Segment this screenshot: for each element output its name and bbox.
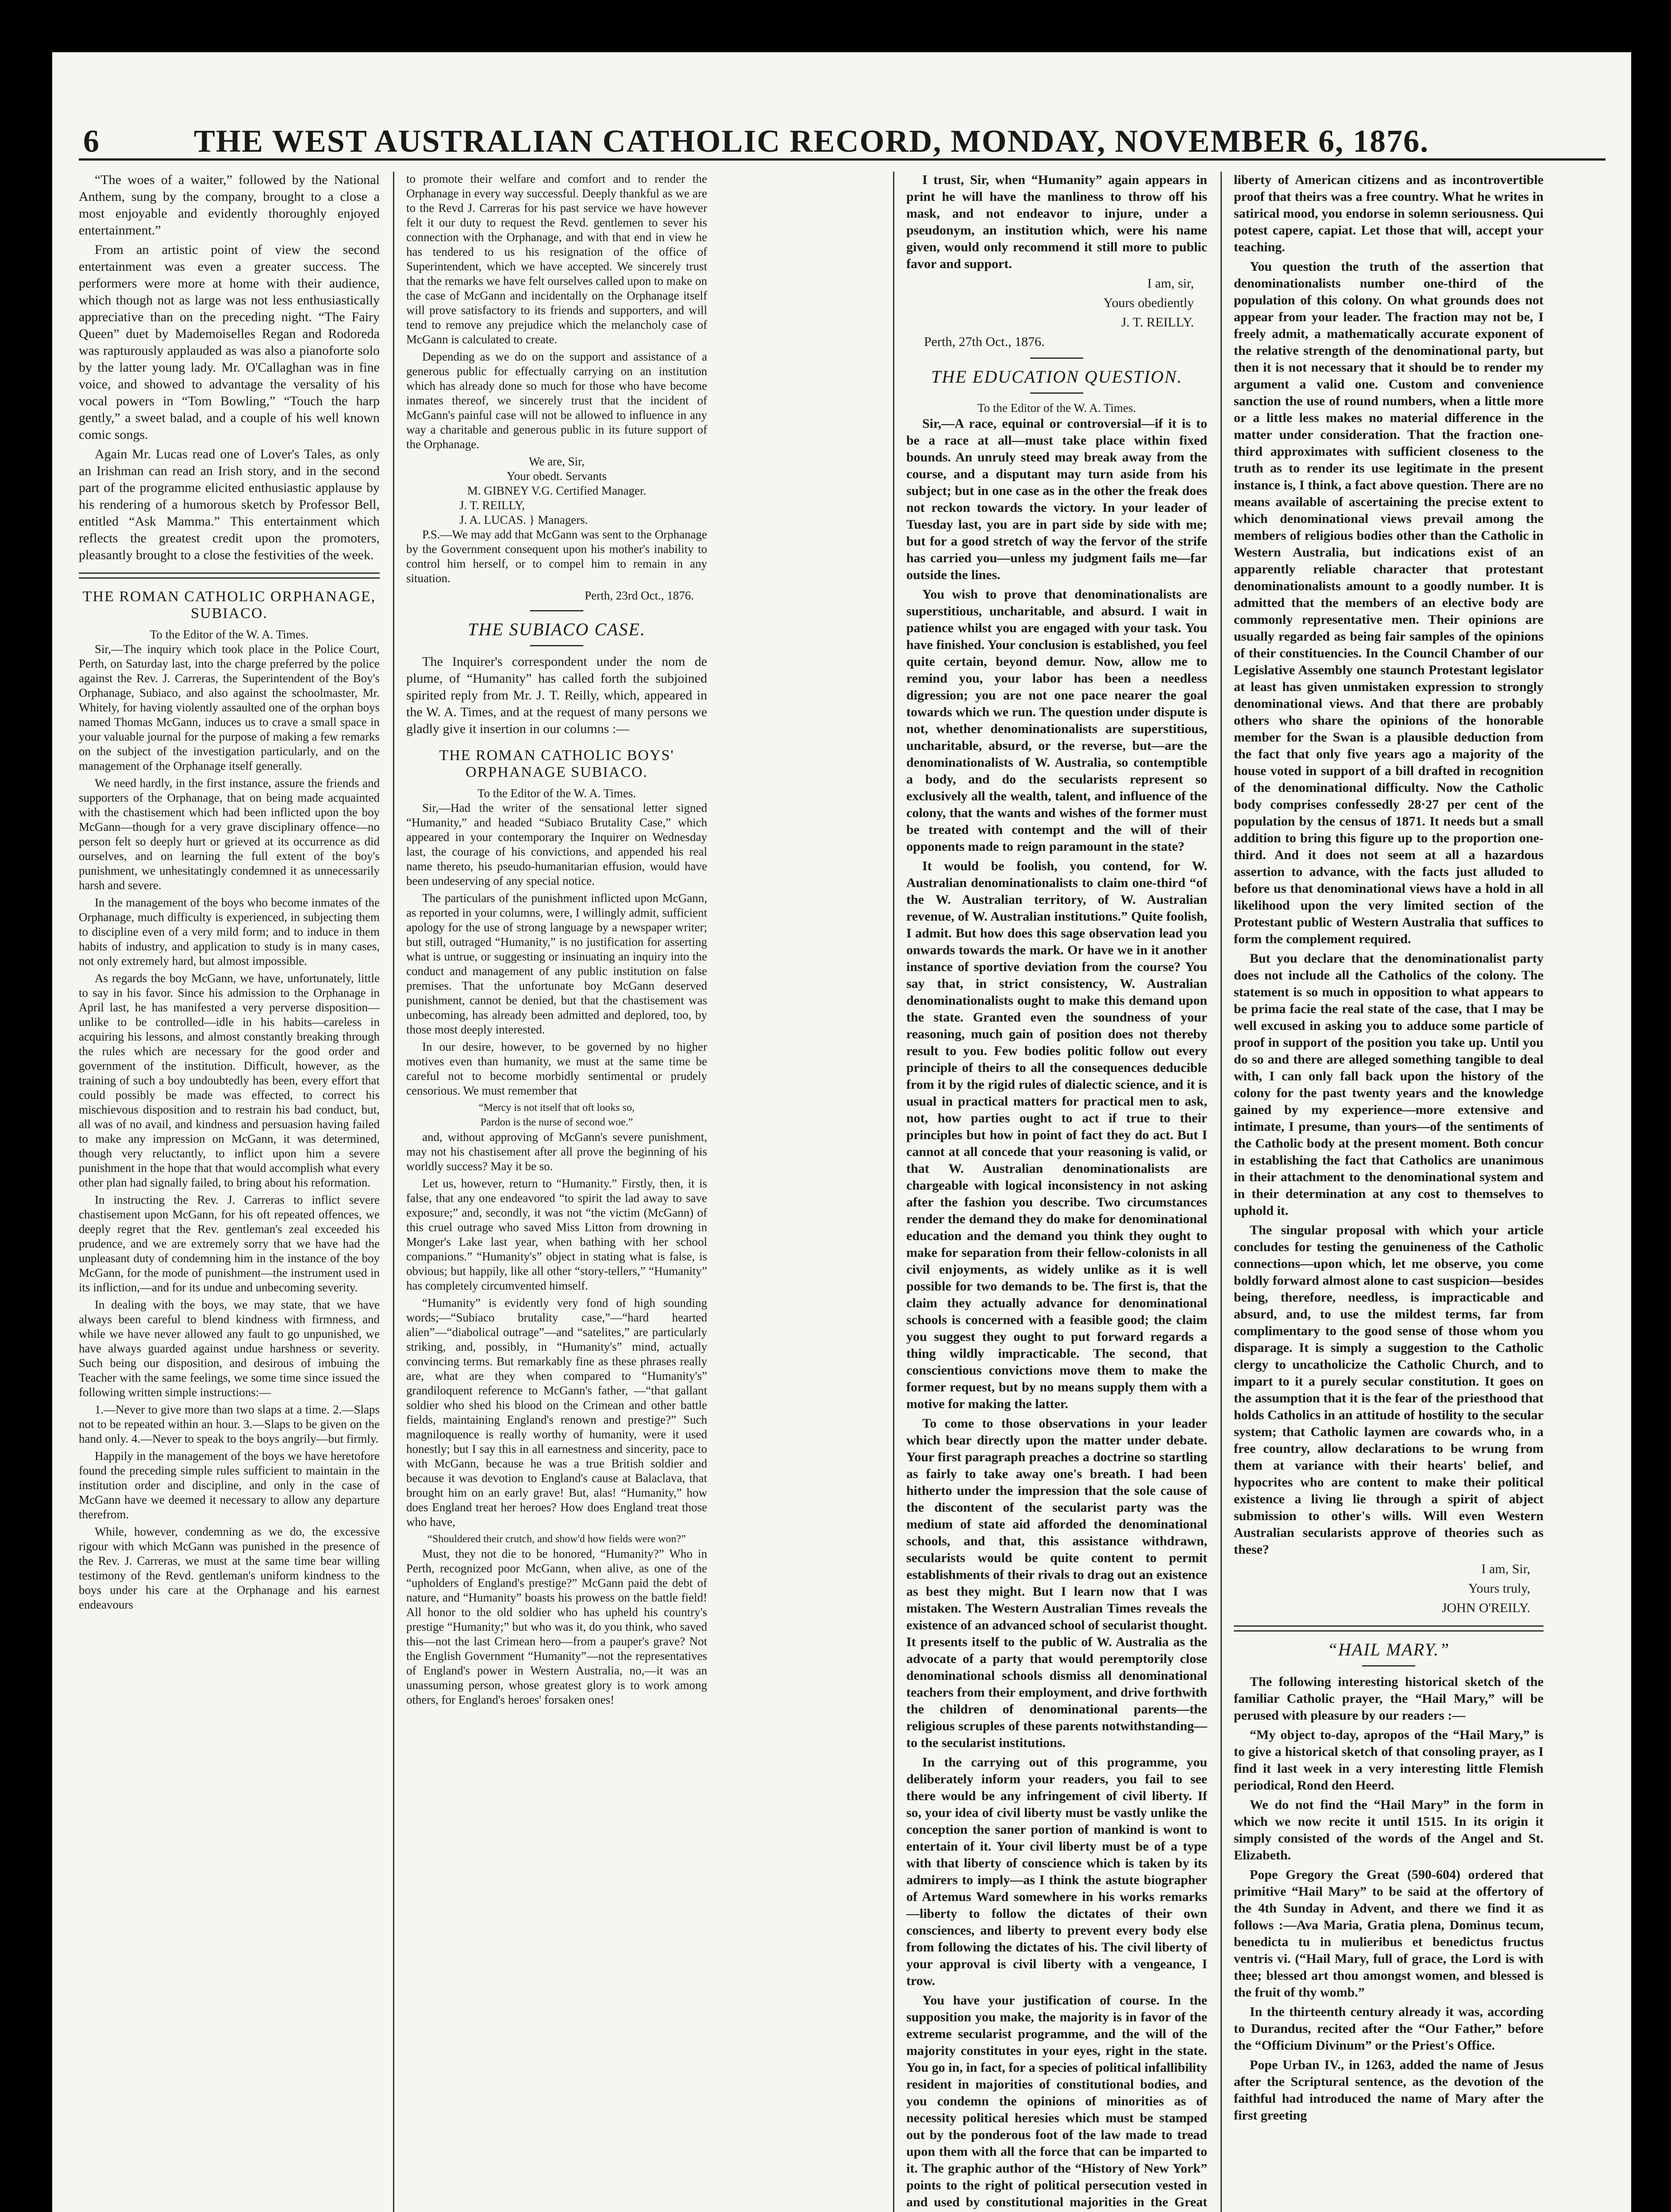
letter-paragraph: Sir,—The inquiry which took place in the Police Court, Perth, on Saturday last, into the charge preferred by the police against the Rev. J. Carreras, the Superintendent of the Boy's Orphanage, Subiaco, and also against the schoolmaster, Mr. Whitely, for having violently assaulted one of the orphan boys named Thomas McGann, induces us to crave a small space in your valuable journal for the purpose of making a few remarks on the subject of the investigation particularly, and on the management of the Orphanage itself generally. xyxy=(79,642,380,772)
verse-line: Pardon is the nurse of second woe.” xyxy=(480,1117,633,1128)
divider xyxy=(530,610,583,611)
signature-line: JOHN O'REILY. xyxy=(1441,1601,1530,1615)
letter-date: Perth, 27th Oct., 1876. xyxy=(924,334,1045,349)
letter-paragraph: Let us, however, return to “Humanity.” Firstly, then, it is false, that any one endeavored “to spirit the lad away to save exposure;” and, secondly, it was not “the victim (McGann) of this cruel outrage who saved Miss Litton from drowning in Monger's Lake last year, when bathing with her school companions.” “Humanity's” object in stating what is false, is obvious; but happily, like all other “story-tellers,” “Humanity” has completely circumvented himself. xyxy=(406,1177,707,1292)
column-1 xyxy=(79,172,380,2212)
letter-paragraph: Must, they not die to be honored, “Humanity?” Who in Perth, recognized poor McGann, when alive, as one of the “upholders of England's prestige?” McGann paid the debt of nature, and “Humanity” boasts his prowess on the battle field! All honor to the old soldier who has upheld his country's prestige “Humanity;” but who was it, do you think, who saved this—not the last Crimean hero—from a pauper's grave? Not the English Government “Humanity”—not the representatives of England's power in Western Australia, no,—it was an unassuming person, whose greatest glory is to work among others, for England's heroes' forsaken ones! xyxy=(406,1547,707,1706)
article-intro: The Inquirer's correspondent under the nom de plume, of “Humanity” has called forth the subjoined spirited reply from Mr. J. T. Reilly, which, appeared in the W. A. Times, and at the request of many persons we gladly give it insertion in our columns :— xyxy=(406,654,707,736)
signature-line: M. GIBNEY V.G. Certified Manager. xyxy=(467,484,647,497)
letter-paragraph: The particulars of the punishment inflicted upon McGann, as reported in your columns, were, I willingly admit, sufficient apology for the use of strong language by a newspaper writer; but still, outraged “Humanity,” is no justification for asserting what is untrue, or suggesting or insinuating an inquiry into the conduct and management of any public institution on false premises. That the unfortunate boy McGann deserved punishment, cannot be denied, but that the chastisement was unbecoming, has already been admitted and deplored, too, by those most deeply interested. xyxy=(406,891,707,1036)
article-heading: THE SUBIACO CASE. xyxy=(468,619,646,639)
signature-line: Yours truly, xyxy=(1468,1581,1530,1596)
article-paragraph: We do not find the “Hail Mary” in the form in which we now recite it until 1515. In its origin it simply consisted of the words of the Angel and St. Elizabeth. xyxy=(1234,1797,1544,1863)
newspaper-page xyxy=(52,52,1631,2212)
signature-line: Managers. xyxy=(538,513,588,526)
divider xyxy=(530,645,583,646)
letter-paragraph: The singular proposal with which your article concludes for testing the genuineness of the Catholic connections—upon which, let me observe, you come boldly forward almost alone to cast suspicion—besides being, therefore, needless, is impracticable and absurd, and, to use the mildest terms, far from complimentary to the good sense of those whom you disparage. It is simply a suggestion to the Catholic clergy to uncatholicize the Catholic Church, and to impart to it a purely secular constitution. It goes on the assumption that it is the fear of the priesthood that holds Catholics in an attitude of hostility to the secular system; that Catholic laymen are cowards who, in a free country, allow declarations to be wrung from them at variance with their hearts' belief, and hypocrites who are content to make their political existence a living lie through a spirit of abject submission to other's wills. Will even Western Australian secularists approve of theories such as these? xyxy=(1234,1223,1544,1557)
article-paragraph: “My object to-day, apropos of the “Hail Mary,” is to give a historical sketch of that consoling prayer, as I find it last week in a very interesting little Flemish periodical, Rond den Heerd. xyxy=(1234,1728,1544,1793)
letter-paragraph: In the carrying out of this programme, you deliberately inform your readers, you fail to see there would be any infringement of civil liberty. If so, your idea of civil liberty must be vastly unlike the conception the saner portion of mankind is wont to entertain of it. Your civil liberty must be of a type with that liberty of conscience which is taken by its admirers to imply—as I think the astute biographer of Artemus Ward somewhere in his works remarks—liberty to follow the dictates of their own consciences, and liberty to prevent every body else from following the dictates of his. The civil liberty of your approval is civil liberty with a vengeance, I trow. xyxy=(906,1755,1207,1988)
letter-paragraph: You question the truth of the assertion that denominationalists number one-third of the population of this colony. On what grounds does not appear from your leader. The fraction may not be, I freely admit, a mathematically accurate exponent of the relative strength of the denominational party, but then it is not necessary that it should be to render my argument a valid one. Custom and convenience sanction the use of round numbers, when a little more or a little less makes no material difference in the matter under consideration. That the fraction one-third approximates with sufficient closeness to the truth as to render its use legitimate in the present instance is, I think, a fact above question. There are no means available of ascertaining the precise extent to which denominational views prevail among the members of religious bodies other than the Catholic in Western Australia, but indications exist of an apparently reliable character that protestant denominationalists amount to a goodly number. It is admitted that the members of an elective body are commonly representative men. Their opinions are usually regarded as being fair samples of the opinions of their constituencies. In the Council Chamber of our Legislative Assembly one staunch Protestant legislator at least has given unmistaken expression to strongly denominational views. And that there are probably others who share the opinions of the honorable member for the Swan is a plausible deduction from the fact that only five years ago a majority of the house voted in support of a bill drafted in recognition of the denominational difficulty. Now the Catholic body comprises confessedly 28·27 per cent of the population by the census of 1871. It needs but a small addition to bring this figure up to the proportion one-third. And it does not seem at all a hazardous assertion to advance, with the facts just alluded to before us that denominational views have a hold in all likelihood upon the very limited section of the Protestant public of Western Australia that suffices to form the complement required. xyxy=(1234,259,1544,946)
column-rule xyxy=(893,172,894,2212)
letter-paragraph: Sir,—A race, equinal or controversial—if it is to be a race at all—must take place within fixed bounds. An unruly steed may break away from the course, and a disputant may turn aside from his subject; but in one case as in the other the freak does not reckon towards the victory. In your leader of Tuesday last, you are in part side by side with me; but for a good stretch of way the fervor of the strife has carried you—unless my judgment fails me—far outside the lines. xyxy=(906,416,1207,582)
divider xyxy=(1030,392,1083,394)
signature-line: Your obedt. Servants xyxy=(506,469,607,483)
letter-paragraph: liberty of American citizens and as incontrovertible proof that theirs was a free country. What he writes in satirical mood, you endorse in solemn seriousness. Qui potest capere, capiat. Let those that will, accept your teaching. xyxy=(1234,173,1544,254)
signature-line: J. T. REILLY. xyxy=(1121,315,1194,330)
section-divider xyxy=(79,572,380,579)
verse-line: “Shouldered their crutch, and show'd how fields were won?” xyxy=(427,1533,686,1545)
letter-paragraph: to promote their welfare and comfort and to render the Orphanage in every way successful. Deeply thankful as we are to the Revd J. Carreras for his past service we have however felt it our duty to request the Revd. gentlemen to sever his connection with the Orphanage, and with that end in view he has tendered to us his resignation of the office of Superintendent, which we have accepted. We sincerely trust that the remarks we have felt ourselves called upon to make on the case of McGann and incidentally on the Orphanage itself will prove satisfactory to its friends and supporters, and will tend to remove any prejudice which the melancholy case of McGann is calculated to create. xyxy=(406,172,707,346)
article-paragraph: “The woes of a waiter,” followed by the National Anthem, sung by the company, brought to a close a most enjoyable and evidently thoroughly enjoyed entertainment.” xyxy=(79,173,380,238)
letter-date: Perth, 23rd Oct., 1876. xyxy=(585,589,694,602)
page-number: 6 xyxy=(83,123,100,159)
section-divider xyxy=(1234,1625,1544,1632)
article-paragraph: Pope Gregory the Great (590-604) ordered that primitive “Hail Mary” to be said at the offertory of the 4th Sunday in Advent, and there we find it as follows :—Ava Maria, Gratia plena, Dominus tecum, benedicta tu in mulieribus et benedictus fructus ventris vi. (“Hail Mary, full of grace, the Lord is with thee; blessed art thou amongst women, and blessed is the fruit of thy womb.” xyxy=(1234,1867,1544,2000)
letter-paragraph: and, without approving of McGann's severe punishment, may not his chastisement after all prove the beginning of his worldly success? May it be so. xyxy=(406,1130,707,1173)
signature-line: I am, Sir, xyxy=(1481,1562,1530,1576)
letter-paragraph: It would be foolish, you contend, for W. Australian denominationalists to claim one-third “of the W. Australian territory, of W. Australian revenue, of W. Australian institutions.” Quite foolish, I admit. But how does this sage observation lead you onwards towards the mark. Or have we in it another instance of sportive deviation from the course? You say that, in strict consistency, W. Australian denominationalists ought to make this demand upon the state. Granted even the soundness of your reasoning, much gain of position does not thereby result to you. Few bodies politic follow out every principle of theirs to all the consequences deducible from it by the rigid rules of dialectic science, and it is usual in practical matters for practical men to ask, not, how parties ought to act if true to their principles but how in point of fact they do act. But I cannot at all concede that your reasoning is valid, or that W. Australian denominationalists are chargeable with logical inconsistency in not asking after the fashion you describe. Two circumstances render the demand they do make for denominational education and the demand you think they ought to make for separation from their fellow-colonists in all civil enjoyments, as widely unlike as it is well possible for two demands to be. The first is, that the claim they actually advance for denominational schools is concerned with a feasible good; the claim you suggest they ought to put forward regards a thing wildly impracticable. The second, that conscientious convictions move them to make the former request, but by no means supply them with a motive for making the latter. xyxy=(906,859,1207,1411)
letter-address: To the Editor of the W. A. Times. xyxy=(150,628,309,641)
column-4 xyxy=(1234,172,1544,2212)
letter-paragraph: In the management of the boys who become inmates of the Orphanage, much difficulty is experienced, in subjecting them to discipline even of a very mild form; and to induce in them habits of industry, and application to study is in many cases, not only extremely hard, but almost impossible. xyxy=(79,896,380,968)
signature-line: Yours obediently xyxy=(1103,296,1194,310)
divider xyxy=(1362,1665,1415,1667)
signature-line: I am, sir, xyxy=(1147,276,1194,291)
masthead xyxy=(79,110,1606,161)
letter-paragraph: “Humanity” is evidently very fond of high sounding words;—“Subiaco brutality case,”—“hard hearted alien”—“diabolical outrage”—and “satelites,” are particularly striking, and, possibly, in “Humanity's” mind, actually convincing terms. But remarkably fine as these phrases really are, what are they when compared to “Humanity's” grandiloquent reference to McGann's father, —“that gallant soldier who shed his blood on the Crimean and other battle fields, maintaining England's renown and prestige?” Such magniloquence is really worthy of humanity, were it used honestly; but I say this in all earnestness and sincerity, pace to with McGann, because he was a true British soldier and because it was devotion to England's cause at Balaclava, that brought him on an early grave! But, alas! “Humanity,” how does England treat her heroes? How does England treat those who have, xyxy=(406,1296,707,1528)
signature-line: J. A. LUCAS. xyxy=(459,513,526,526)
article-heading: “HAIL MARY.” xyxy=(1327,1640,1450,1659)
letter-paragraph: To come to those observations in your leader which bear directly upon the matter under debate. Your first paragraph preaches a doctrine so startling as fairly to take away one's breath. I had been hitherto under the impression that the sole cause of the discontent of the secularist party was the medium of state aid afforded the denominational schools, and that, this assistance withdrawn, secularists would be quite content to permit establishments of their rivals to drag out an existence as best they might. But I learn now that I was mistaken. The Western Australian Times reveals the existence of an advanced school of secularist thought. It presents itself to the public of W. Australia as the advocate of a party that would peremptorily close denominational schools dismiss all denominational teachers from their employment, and drive forthwith the children of denominational parents—the religious scruples of these parents notwithstanding—to the secularist institutions. xyxy=(906,1416,1207,1750)
letter-paragraph: Happily in the management of the boys we have heretofore found the preceding simple rules sufficient to maintain in the institution order and discipline, and only in the case of McGann have we deemed it necessary to allow any departure therefrom. xyxy=(79,1449,380,1521)
article-paragraph: From an artistic point of view the second entertainment was even a greater success. The performers were more at home with their audience, which though not as large was not less enthusiastically appreciative than on the preceding night. “The Fairy Queen” duet by Mademoiselles Regan and Rodoreda was rapturously applauded as was also a pianoforte solo by the latter young lady. Mr. O'Callaghan was in fine voice, and showed to advantage the versality of his vocal powers in “Tom Bowling,” “Touch the harp gently,” a sweet balad, and a couple of his well known comic songs. xyxy=(79,242,380,442)
letter-paragraph: We need hardly, in the first instance, assure the friends and supporters of the Orphanage, that on being made acquainted with the chastisement which had been inflicted upon the boy McGann—though for a very grave disciplinary offence—no person felt so deeply hurt or grieved at its occurrence as did ourselves, and on learning the full extent of the boy's punishment, we unhesitatingly condemned it as unnecessarily harsh and severe. xyxy=(79,776,380,892)
letter-paragraph: While, however, condemning as we do, the excessive rigour with which McGann was punished in the presence of the Rev. J. Carreras, we must at the same time bear willing testimony of the Revd. gentleman's uniform kindness to the boys under his care at the Orphanage and his earnest endeavours xyxy=(79,1525,380,1611)
article-paragraph: Pope Urban IV., in 1263, added the name of Jesus after the Scriptural sentence, as the devotion of the faithful had introduced the name of Mary after the first greeting xyxy=(1234,2058,1544,2123)
divider xyxy=(1030,357,1083,359)
verse-line: “Mercy is not itself that oft looks so, xyxy=(479,1102,635,1114)
letter-paragraph: In our desire, however, to be governed by no higher motives even than humanity, we must at the same time be careful not to become morbidly sentimental or prudely censorious. We must remember that xyxy=(406,1040,707,1097)
article-subheading: THE ROMAN CATHOLIC BOYS' ORPHANAGE SUBIACO. xyxy=(439,747,674,780)
column-2: to promote their welfare and comfort and to render the Orphanage in every way successful. Deeply thankful as we are to the Revd J. Carreras for his past service we have however felt it our duty to request the Revd. gentlemen to sever his connection with the Orphanage, and with that end in view he has tendered to us his resignation of the office of Superintendent, which we have accepted. We sincerely trust that the remarks we have felt ourselves called upon to make on the case of McGann and incidentally on the Orphanage itself will prove satisfactory to its friends and supporters, and will tend to remove any prejudice which the melancholy case of McGann is calculated to create. Depending as we do on the support and assistance of a generous public for effectually carrying on an institution which has already done so much for those who have become inmates thereof, we sincerely trust that the incident of McGann's painful case will not be allowed to influence in any way a charitable and generous public in its future support of the Orphanage. We are, Sir, Your obedt. Servants M. GIBNEY V.G. Certified Manager. J. T. REILLY, J. A. LUCAS. } Managers. P.S.—We may add that McGann was sent to the Orphanage by the Government consequent upon his mother's inability to control him herself, or to compel him to remain in any situation. Perth, 23rd Oct., 1876. THE SUBIACO CASE. The Inquirer's correspondent under the nom de plume, of “Humanity” has called forth the subjoined spirited reply from Mr. J. T. Reilly, which, appeared in the W. A. Times, and at the request of many persons we gladly give it insertion in our columns :— THE ROMAN CATHOLIC BOYS' ORPHANAGE SUBIACO. To the Editor of the W. A. Times. Sir,—Had the writer of the sensational letter signed “Humanity,” and headed “Subiaco Brutality Case,” which appeared in your contemporary the Inquirer on Wednesday last, the courage of his convictions, and appended his real name thereto, his pseudo-humanitarian effusion, would have been undeserving of any special notice. The particulars of the punishment inflicted upon McGann, as reported in your columns, were, I willingly admit, sufficient apology for the use of strong language by a newspaper writer; but still, outraged “Humanity,” is no justification for asserting what is untrue, or suggesting or insinuating an inquiry into the conduct and management of any public institution on false premises. That the unfortunate boy McGann deserved punishment, cannot be denied, but that the chastisement was unbecoming, has already been admitted and deplored, too, by those most deeply interested. In our desire, however, to be governed by no higher motives even than humanity, we must at the same time be careful not to become morbidly sentimental or prudely censorious. We must remember that “Mercy is not itself that oft looks so, Pardon is the nurse of second woe.” and, without approving of McGann's severe punishment, may not his chastisement after all prove the beginning of his worldly success? May it be so. Let us, however, return to “Humanity.” Firstly, then, it is false, that any one endeavored “to spirit the lad away to save exposure;” and, secondly, it was not “the victim (McGann) of this cruel outrage who saved Miss Litton from drowning in Monger's Lake last year, when bathing with her school companions.” “Humanity's” object in stating what is false, is obvious; but happily, like all other “story-tellers,” “Humanity” has completely circumvented himself. “Humanity” is evidently very fond of high sounding words;—“Subiaco brutality case,”—“hard hearted alien”—“diabolical outrage”—and “satelites,” are particularly striking, and, possibly, in “Humanity's” mind, actually convincing terms. But remarkably fine as these phrases really are, what are they when compared to “Humanity's” grandiloquent reference to McGann's father, —“that gallant soldier who shed his blood on the Crimean and other battle fields, maintaining England's renown and prestige?” Such magniloquence is really worthy of humanity, were it used honestly; but I say this in all earnestness and sincerity, pace to with McGann, because he was a true British soldier and because it was devotion to England's cause at Balaclava, that brought him on an early grave! But, alas! “Humanity,” how does England treat her heroes? How does England treat those who have, “Shouldered their crutch, and show'd how fields were won?” Must, they not die to be honored, “Humanity?” Who in Perth, recognized poor McGann, when alive, as one of the “upholders of England's prestige?” McGann paid the debt of nature, and “Humanity” boasts his prowess on the battle field! All honor to the old soldier who has upheld his country's prestige “Humanity;” but who was it, do you think, who saved this—not the last Crimean hero—from a pauper's grave? Not the English Government “Humanity”—not the representatives of England's power in Western Australia, no,—it was an unassuming person, whose greatest glory is to work among others, for England's heroes' forsaken ones! xyxy=(406,172,707,1706)
letter-paragraph: In dealing with the boys, we may state, that we have always been careful to blend kindness with firmness, and while we have never allowed any fault to go unpunished, we have always guarded against undue harshness or severity. Such being our disposition, and desirous of imbuing the Teacher with the same feelings, we some time since issued the following written simple instructions:— xyxy=(79,1298,380,1399)
letter-paragraph: You have your justification of course. In the supposition you make, the majority is in favor of the extreme secularist programme, and the will of the majority constitutes in your eyes, right in the state. You go in, in fact, for a species of political infallibility resident in majorities of constitutional bodies, and you condemn the opinions of minorities as of necessity political heresies which must be stamped out by the ponderous foot of the law made to tread upon them with all the force that can be imparted to it. The graphic author of the “History of New York” points to the right of political persecution vested in and used by constitutional majorities in the Great xyxy=(906,1993,1207,2209)
article-paragraph: In the thirteenth century already it was, according to Durandus, recited after the “Our Father,” before the “Officium Divinum” or the Priest's Office. xyxy=(1234,2005,1544,2053)
article-paragraph: Again Mr. Lucas read one of Lover's Tales, as only an Irishman can read an Irish story, and in the second part of the programme elicited enthusiastic applause by his rendering of a humorous sketch by Professor Bell, entitled “Ask Mamma.” This entertainment which reflects the greatest credit upon the promoters, pleasantly brought to a close the festivities of the week. xyxy=(79,447,380,562)
column-rule xyxy=(1221,172,1222,2212)
column-rule xyxy=(393,172,394,2212)
letter-paragraph: I trust, Sir, when “Humanity” again appears in print he will have the manliness to throw off his mask, and not endeavor to injure, under a pseudonym, an institution which, were his name given, would only recommend it still more to public favor and support. xyxy=(906,173,1207,271)
letter-paragraph: You wish to prove that denominationalists are superstitious, uncharitable, and absurd. I wait in patience whilst you are engaged with your task. You have finished. Your conclusion is established, you feel quite certain, beyond demur. Now, allow me to remind you, your labor has been a needless digression; you are not one pace nearer the goal towards which we run. The question under dispute is not, whether denominationalists are superstitious, uncharitable, absurd, or the reverse, but—are the denominationalists of W. Australia, so contemptible a body, and do the secularists represent so exclusively all the wealth, talent, and influence of the colony, that the wants and wishes of the former must be treated with contempt and the will of their opponents made to reign paramount in the state? xyxy=(906,587,1207,854)
postscript: P.S.—We may add that McGann was sent to the Orphanage by the Government consequent upon his mother's inability to control him herself, or to compel him to remain in any situation. xyxy=(406,528,707,585)
column-3 xyxy=(906,172,1207,2212)
instruction-list: 1.—Never to give more than two slaps at a time. 2.—Slaps not to be repeated within an hour. 3.—Slaps to be given on the hand only. 4.—Never to speak to the boys angrily—but firmly. xyxy=(79,1403,380,1445)
letter-paragraph: Sir,—Had the writer of the sensational letter signed “Humanity,” and headed “Subiaco Brutality Case,” which appeared in your contemporary the Inquirer on Wednesday last, the courage of his convictions, and appended his real name thereto, his pseudo-humanitarian effusion, would have been undeserving of any special notice. xyxy=(406,801,707,887)
newspaper-title: THE WEST AUSTRALIAN CATHOLIC RECORD, MONDAY, NOVEMBER 6, 1876. xyxy=(194,123,1429,159)
article-heading: THE ROMAN CATHOLIC ORPHANAGE, SUBIACO. xyxy=(82,588,376,622)
letter-address: To the Editor of the W. A. Times. xyxy=(477,787,636,800)
letter-paragraph: But you declare that the denominationalist party does not include all the Catholics of the colony. The statement is so much in opposition to what appears to be prima facie the real state of the case, that I may be well excused in asking you to adduce some particle of proof in support of the position you take up. Until you do so and there are alleged something tangible to deal with, I can only fall back upon the history of the colony for the past twenty years and the knowledge gained by my experience—more extensive and intimate, I presume, than yours—of the sentiments of the Catholic body at the present moment. Both concur in establishing the fact that Catholics are unanimous in their attachment to the denominational system and in their determination at any cost to themselves to uphold it. xyxy=(1234,951,1544,1218)
letter-paragraph: As regards the boy McGann, we have, unfortunately, little to say in his favor. Since his admission to the Orphanage in April last, he has manifested a very perverse disposition—unlike to be controlled—idle in his habits—careless in acquiring his lessons, and almost constantly breaking through the rules which are necessary for the good order and government of the institution. Difficult, however, as the training of such a boy undoubtedly has been, every effort that could possibly be made was effected, to correct his mischievous disposition and to restrain his bad conduct, but, all was of no avail, and kindness and persuasion having failed to make any impression on McGann, it was determined, though very reluctantly, to inflict upon him a severe punishment in the hope that that would accomplish what every other plan had signally failed, to bring about his reformation. xyxy=(79,972,380,1189)
signature-line: J. T. REILLY, xyxy=(459,499,525,512)
article-heading: THE EDUCATION QUESTION. xyxy=(931,367,1182,387)
letter-paragraph: In instructing the Rev. J. Carreras to inflict severe chastisement upon McGann, for his oft repeated offences, we deeply regret that the Rev. gentleman's zeal exceeded his prudence, and we are extremely sorry that we have had the unpleasant duty of condemning him in the instance of the boy McGann, for the mode of punishment—the instrument used in its infliction,—and for its undue and unbecoming severity. xyxy=(79,1193,380,1294)
article-paragraph: The following interesting historical sketch of the familiar Catholic prayer, the “Hail Mary,” will be perused with pleasure by our readers :— xyxy=(1234,1674,1544,1723)
letter-paragraph: Depending as we do on the support and assistance of a generous public for effectually carrying on an institution which has already done so much for those who have become inmates thereof, we sincerely trust that the incident of McGann's painful case will not be allowed to influence in any way a charitable and generous public in its future support of the Orphanage. xyxy=(406,350,707,451)
letter-address: To the Editor of the W. A. Times. xyxy=(977,401,1136,415)
signature-line: We are, Sir, xyxy=(529,455,585,468)
